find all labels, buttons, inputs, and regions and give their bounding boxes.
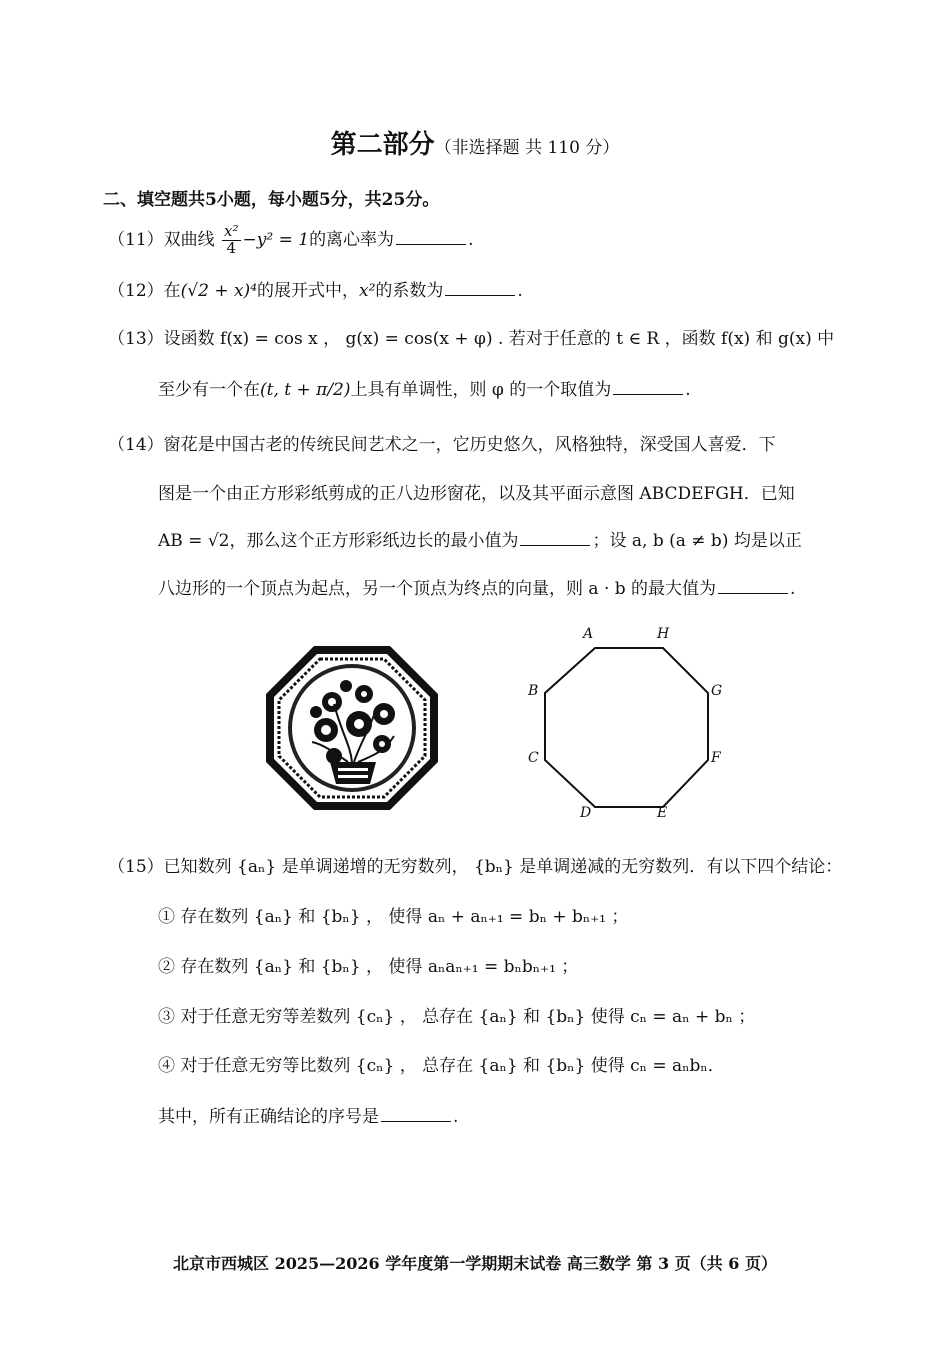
q14-line1: 窗花是中国古老的传统民间艺术之一，它历史悠久，风格独特，深受国人喜爱．下 (163, 435, 776, 455)
question-13-line2 (158, 382, 691, 399)
q11-equation: −y² = 1 (242, 229, 310, 250)
question-11 (108, 224, 473, 257)
q13-line2-post: 上具有单调性，则 φ 的一个取值为 (350, 380, 612, 400)
vertex-label-e: E (657, 805, 668, 820)
vertex-label-b: B (528, 683, 539, 699)
octagon-diagram (520, 620, 740, 820)
q15-number: （15） (108, 857, 164, 877)
q14-answer-blank-1[interactable] (520, 544, 590, 546)
q13-end: . (685, 380, 691, 400)
vertex-label-c: C (528, 750, 539, 766)
q14-line3 (158, 533, 802, 550)
q15-answer-blank[interactable] (381, 1120, 451, 1122)
q12-end: . (517, 281, 523, 301)
section-heading: 二、填空题共5小题，每小题5分，共25分。 (103, 190, 440, 210)
section-title-main: 第二部分 (330, 130, 435, 160)
vertex-label-f: F (711, 750, 721, 766)
q11-end: . (468, 229, 474, 250)
q15-ending-pre: 其中，所有正确结论的序号是 (158, 1107, 379, 1127)
q12-pre: 在 (163, 281, 181, 301)
q14-end: . (790, 579, 796, 599)
q13-line1: 设函数 f(x) = cos x ， g(x) = cos(x + φ) . 若对于任意的 t ∈ R ，函数 f(x) 和 g(x) 中 (163, 329, 835, 349)
q11-number: （11） (108, 229, 164, 250)
q14-line4-pre: 八边形的一个顶点为起点，另一个顶点为终点的向量，则 a · b 的最大值为 (158, 579, 717, 599)
q12-number: （12） (108, 281, 164, 301)
q11-pre: 双曲线 (163, 229, 215, 250)
q15-intro: 已知数列 {aₙ} 是单调递增的无穷数列， {bₙ} 是单调递减的无穷数列．有以下四个结论： (163, 857, 843, 877)
q11-answer-blank[interactable] (396, 243, 466, 245)
section-title (0, 124, 950, 161)
q11-fraction: $\frac{\text{x²}}{4}$ (224, 222, 239, 257)
page-footer: 北京市西城区 2025—2026 学年度第一学期期末试卷 高三数学 第 3 页（共 6 页） (173, 1254, 777, 1273)
q14-line4 (158, 581, 795, 598)
section-title-sub: （非选择题 共 110 分） (434, 138, 620, 158)
q14-answer-blank-2[interactable] (718, 592, 788, 594)
q13-line2-pre: 至少有一个在 (158, 380, 260, 400)
question-14 (108, 437, 776, 454)
q15-statement-1: ① 存在数列 {aₙ} 和 {bₙ} ， 使得 aₙ + aₙ₊₁ = bₙ + bₙ₊₁ ； (158, 907, 629, 927)
window-flower-image (264, 644, 440, 812)
vertex-label-d: D (580, 805, 592, 820)
vertex-label-g: G (711, 683, 723, 699)
question-12 (108, 283, 523, 300)
q14-line3-mid: ；设 a, b (a ≠ b) 均是以正 (592, 531, 802, 551)
q14-line3-pre: AB = √2，那么这个正方形彩纸边长的最小值为 (158, 531, 519, 551)
q14-number: （14） (108, 435, 164, 455)
question-13 (108, 331, 834, 348)
q12-mid: 的展开式中， (257, 281, 360, 301)
q12-answer-blank[interactable] (445, 294, 515, 296)
octagon-shape (545, 648, 708, 807)
q11-post: 的离心率为 (309, 229, 395, 250)
q13-number: （13） (108, 329, 164, 349)
q15-statement-2: ② 存在数列 {aₙ} 和 {bₙ} ， 使得 aₙaₙ₊₁ = bₙbₙ₊₁ ； (158, 957, 579, 977)
q15-statement-4: ④ 对于任意无穷等比数列 {cₙ} ， 总存在 {aₙ} 和 {bₙ} 使得 cₙ = aₙbₙ． (158, 1056, 725, 1076)
question-15 (108, 859, 842, 876)
q14-line2: 图是一个由正方形彩纸剪成的正八边形窗花，以及其平面示意图 ABCDEFGH．已知 (158, 484, 795, 504)
q12-expression: (√2 + x)⁴ (180, 281, 258, 301)
vertex-label-h: H (657, 626, 670, 642)
q13-interval: (t, t + π/2) (260, 380, 351, 400)
q12-term: x² (359, 281, 376, 301)
q15-ending (158, 1109, 458, 1126)
q12-post: 的系数为 (375, 281, 444, 301)
q15-statement-3: ③ 对于任意无穷等差数列 {cₙ} ， 总存在 {aₙ} 和 {bₙ} 使得 cₙ = aₙ + bₙ ； (158, 1007, 756, 1027)
q13-answer-blank[interactable] (613, 393, 683, 395)
vertex-label-a: A (583, 626, 594, 642)
q15-end: . (453, 1107, 459, 1127)
